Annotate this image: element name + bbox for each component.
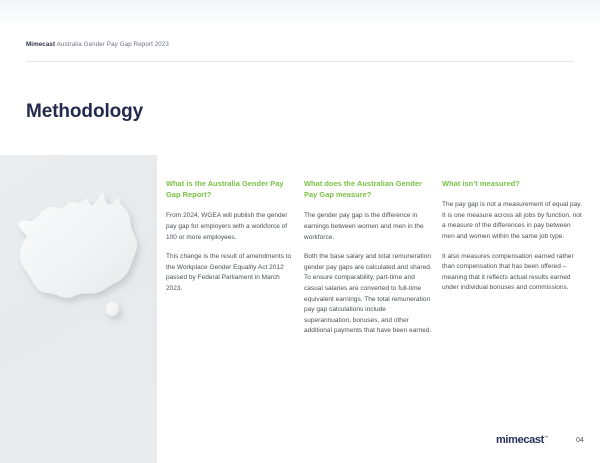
top-gradient-band [0, 0, 600, 26]
column-paragraph: From 2024, WGEA will publish the gender pay gap for employers with a workforce of 100 or more employees. [166, 212, 288, 241]
column-heading: What does the Australian Gender Pay Gap measure? [304, 179, 422, 200]
document-header [26, 41, 169, 48]
column-paragraph: The pay gap is not a measurement of equal pay. It is one measure across all jobs by function, not a measure of the differences in pay between men and women within the same job type. [442, 201, 582, 240]
column-what-is-report [166, 178, 295, 337]
column-what-measured [304, 178, 433, 337]
column-what-isnt-measured [442, 178, 582, 337]
column-paragraph: Both the base salary and total remuneration gender pay gaps are calculated and shared. To ensure comparability, part-time and casual salaries are converted to full-time equivalent earnings. The total remuneration pay gap calculations include superannuation, bonuses, and other additional payments that have been earned. [304, 253, 432, 335]
page-number: 04 [576, 437, 584, 444]
header-brand: Mimecast [26, 41, 56, 48]
column-paragraph: It also measures compensation earned rather than compensation that has been offered – meaning that it reflects actual results earned under individual bonuses and commissions. [442, 252, 574, 292]
column-heading: What is the Australia Gender Pay Gap Report? [166, 179, 284, 200]
column-paragraph: This change is the result of amendments to the Workplace Gender Equality Act 2012 passed by Federal Parliament in March 2023. [166, 253, 292, 292]
header-subtitle: Australia Gender Pay Gap Report 2023 [55, 41, 169, 48]
column-heading: What isn’t measured? [442, 179, 520, 188]
trademark-symbol: ™ [543, 434, 548, 440]
column-paragraph: The gender pay gap is the difference in earnings between women and men in the workforce. [304, 212, 424, 241]
mimecast-logo [496, 434, 548, 446]
header-divider [26, 61, 574, 62]
mimecast-logo-text: mimecast [496, 434, 544, 446]
methodology-columns [166, 178, 591, 337]
australia-map-icon [6, 177, 152, 327]
page-title: Methodology [26, 100, 144, 122]
map-panel [0, 155, 157, 463]
